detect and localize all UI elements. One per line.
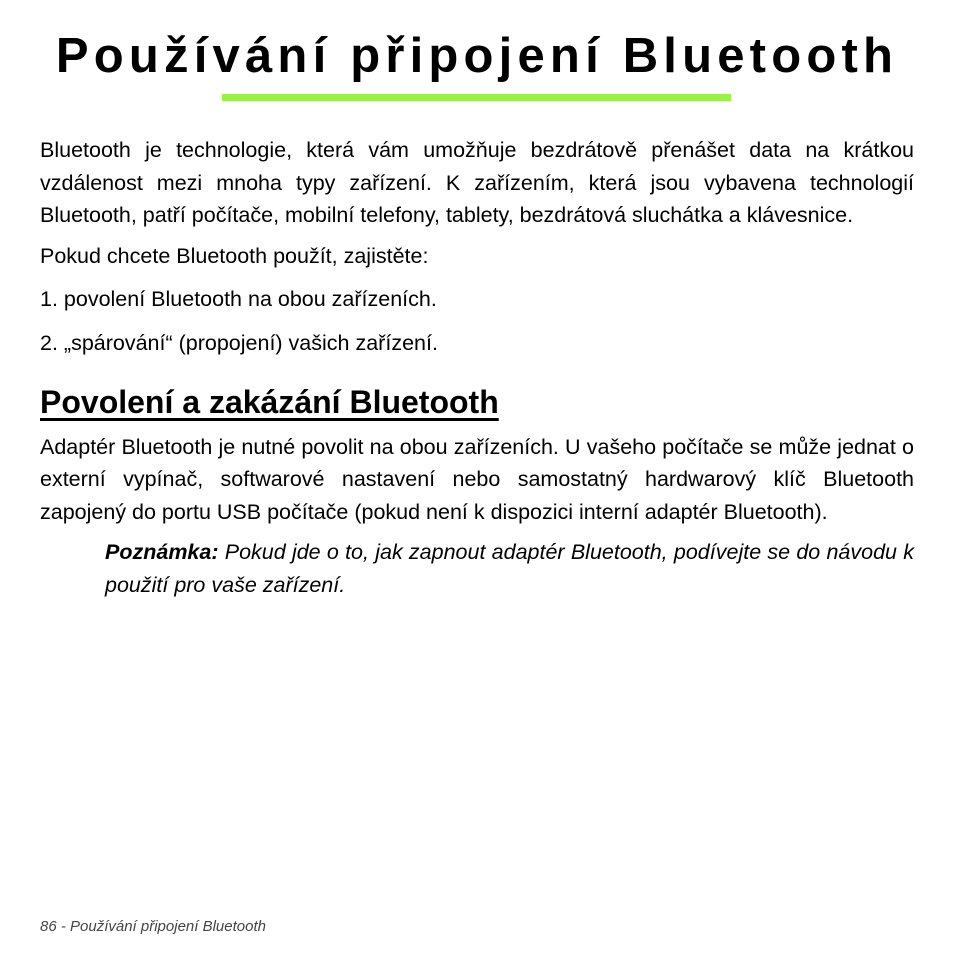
note-label: Poznámka: <box>105 540 219 564</box>
page-footer: 86 - Používání připojení Bluetooth <box>40 918 266 935</box>
requirement-item-1: 1. povolení Bluetooth na obou zařízeních. <box>40 287 437 311</box>
note <box>105 536 914 601</box>
requirement-item-2: 2. „spárování“ (propojení) vašich zařízení. <box>40 330 438 355</box>
section-heading: Povolení a zakázání Bluetooth <box>40 384 499 420</box>
title-underline <box>222 94 731 101</box>
page-content <box>40 134 914 601</box>
page-title: Používání připojení Bluetooth <box>55 29 899 83</box>
requirements-lead: Pokud chcete Bluetooth použít, zajistěte: <box>40 243 429 268</box>
note-text: Pokud jde o to, jak zapnout adaptér Bluetooth, podívejte se do návodu k použití pro vaše zařízení. <box>105 540 914 597</box>
intro-paragraph: Bluetooth je technologie, která vám umožňuje bezdrátově přenášet data na krátkou vzdálenost mezi mnoha typy zařízení. K zařízením, která jsou vybavena technologií Bluetooth, patří počítače, mobilní telefony, tablety, bezdrátová sluchátka a klávesnice. <box>40 138 914 227</box>
section-paragraph: Adaptér Bluetooth je nutné povolit na obou zařízeních. U vašeho počítače se může jednat o externí vypínač, softwarové nastavení nebo samostatný hardwarový klíč Bluetooth zapojený do portu USB počítače (pokud není k dispozici interní adaptér Bluetooth). <box>40 434 914 524</box>
